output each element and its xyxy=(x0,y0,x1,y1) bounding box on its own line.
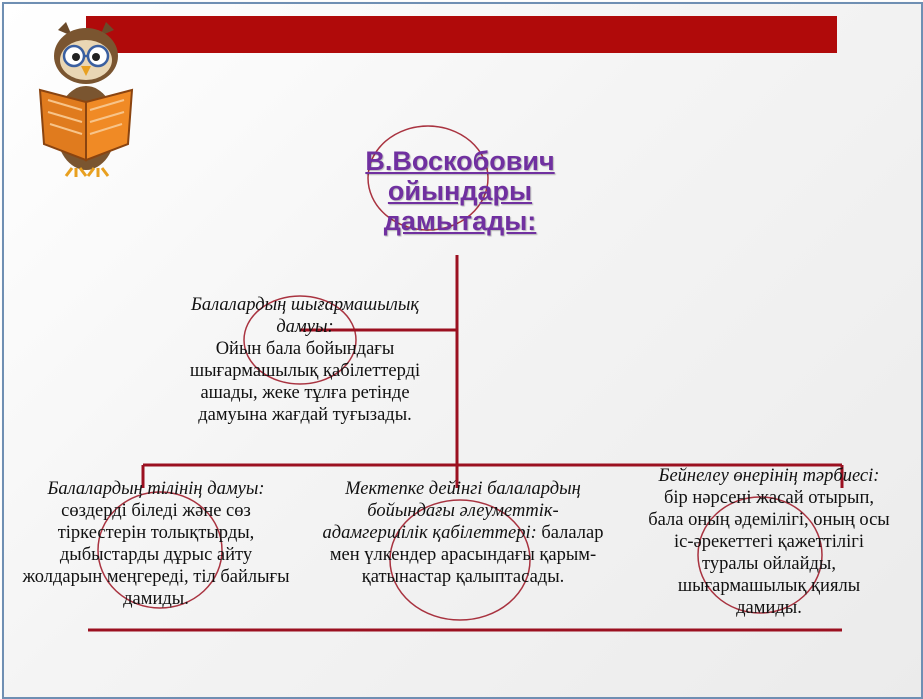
diagram-title: В.Воскобович ойындары дамытады: xyxy=(365,146,555,236)
branch-body: сөздерді біледі және сөз тіркестерін толықтырды, дыбыстарды дұрыс айту жолдарын меңгереді, тіл байлығы дамиды. xyxy=(22,501,290,609)
branch-body: Ойын бала бойындағы шығармашылық қабілеттерді ашады, жеке тұлға ретінде дамуына жағдай туғызады. xyxy=(189,339,421,425)
branch-creative-development xyxy=(170,294,440,426)
branch-body: балалар мен үлкендер арасындағы қарым-қатынастар қалыптасады. xyxy=(329,523,604,587)
branch-heading: Балалардың шығармашылық дамуы: xyxy=(190,295,420,337)
branch-body: бір нәрсені жасай отырып, бала оның әдемілігі, оның осы іс-әрекеттегі қажеттілігі туралы ойлайды, шығармашылық қиялы дамиды. xyxy=(648,488,890,618)
branch-social-moral-abilities xyxy=(318,478,608,588)
branch-art-education xyxy=(645,465,893,619)
branch-heading: Балалардың тілінің дамуы: xyxy=(47,479,265,499)
branch-speech-development xyxy=(22,478,290,610)
branch-heading: Бейнелеу өнерінің тәрбиесі: xyxy=(658,466,880,486)
branch-heading: Мектепке дейінгі балалардың бойындағы әлеуметтік-адамгершілік қабілеттері: xyxy=(322,479,581,543)
